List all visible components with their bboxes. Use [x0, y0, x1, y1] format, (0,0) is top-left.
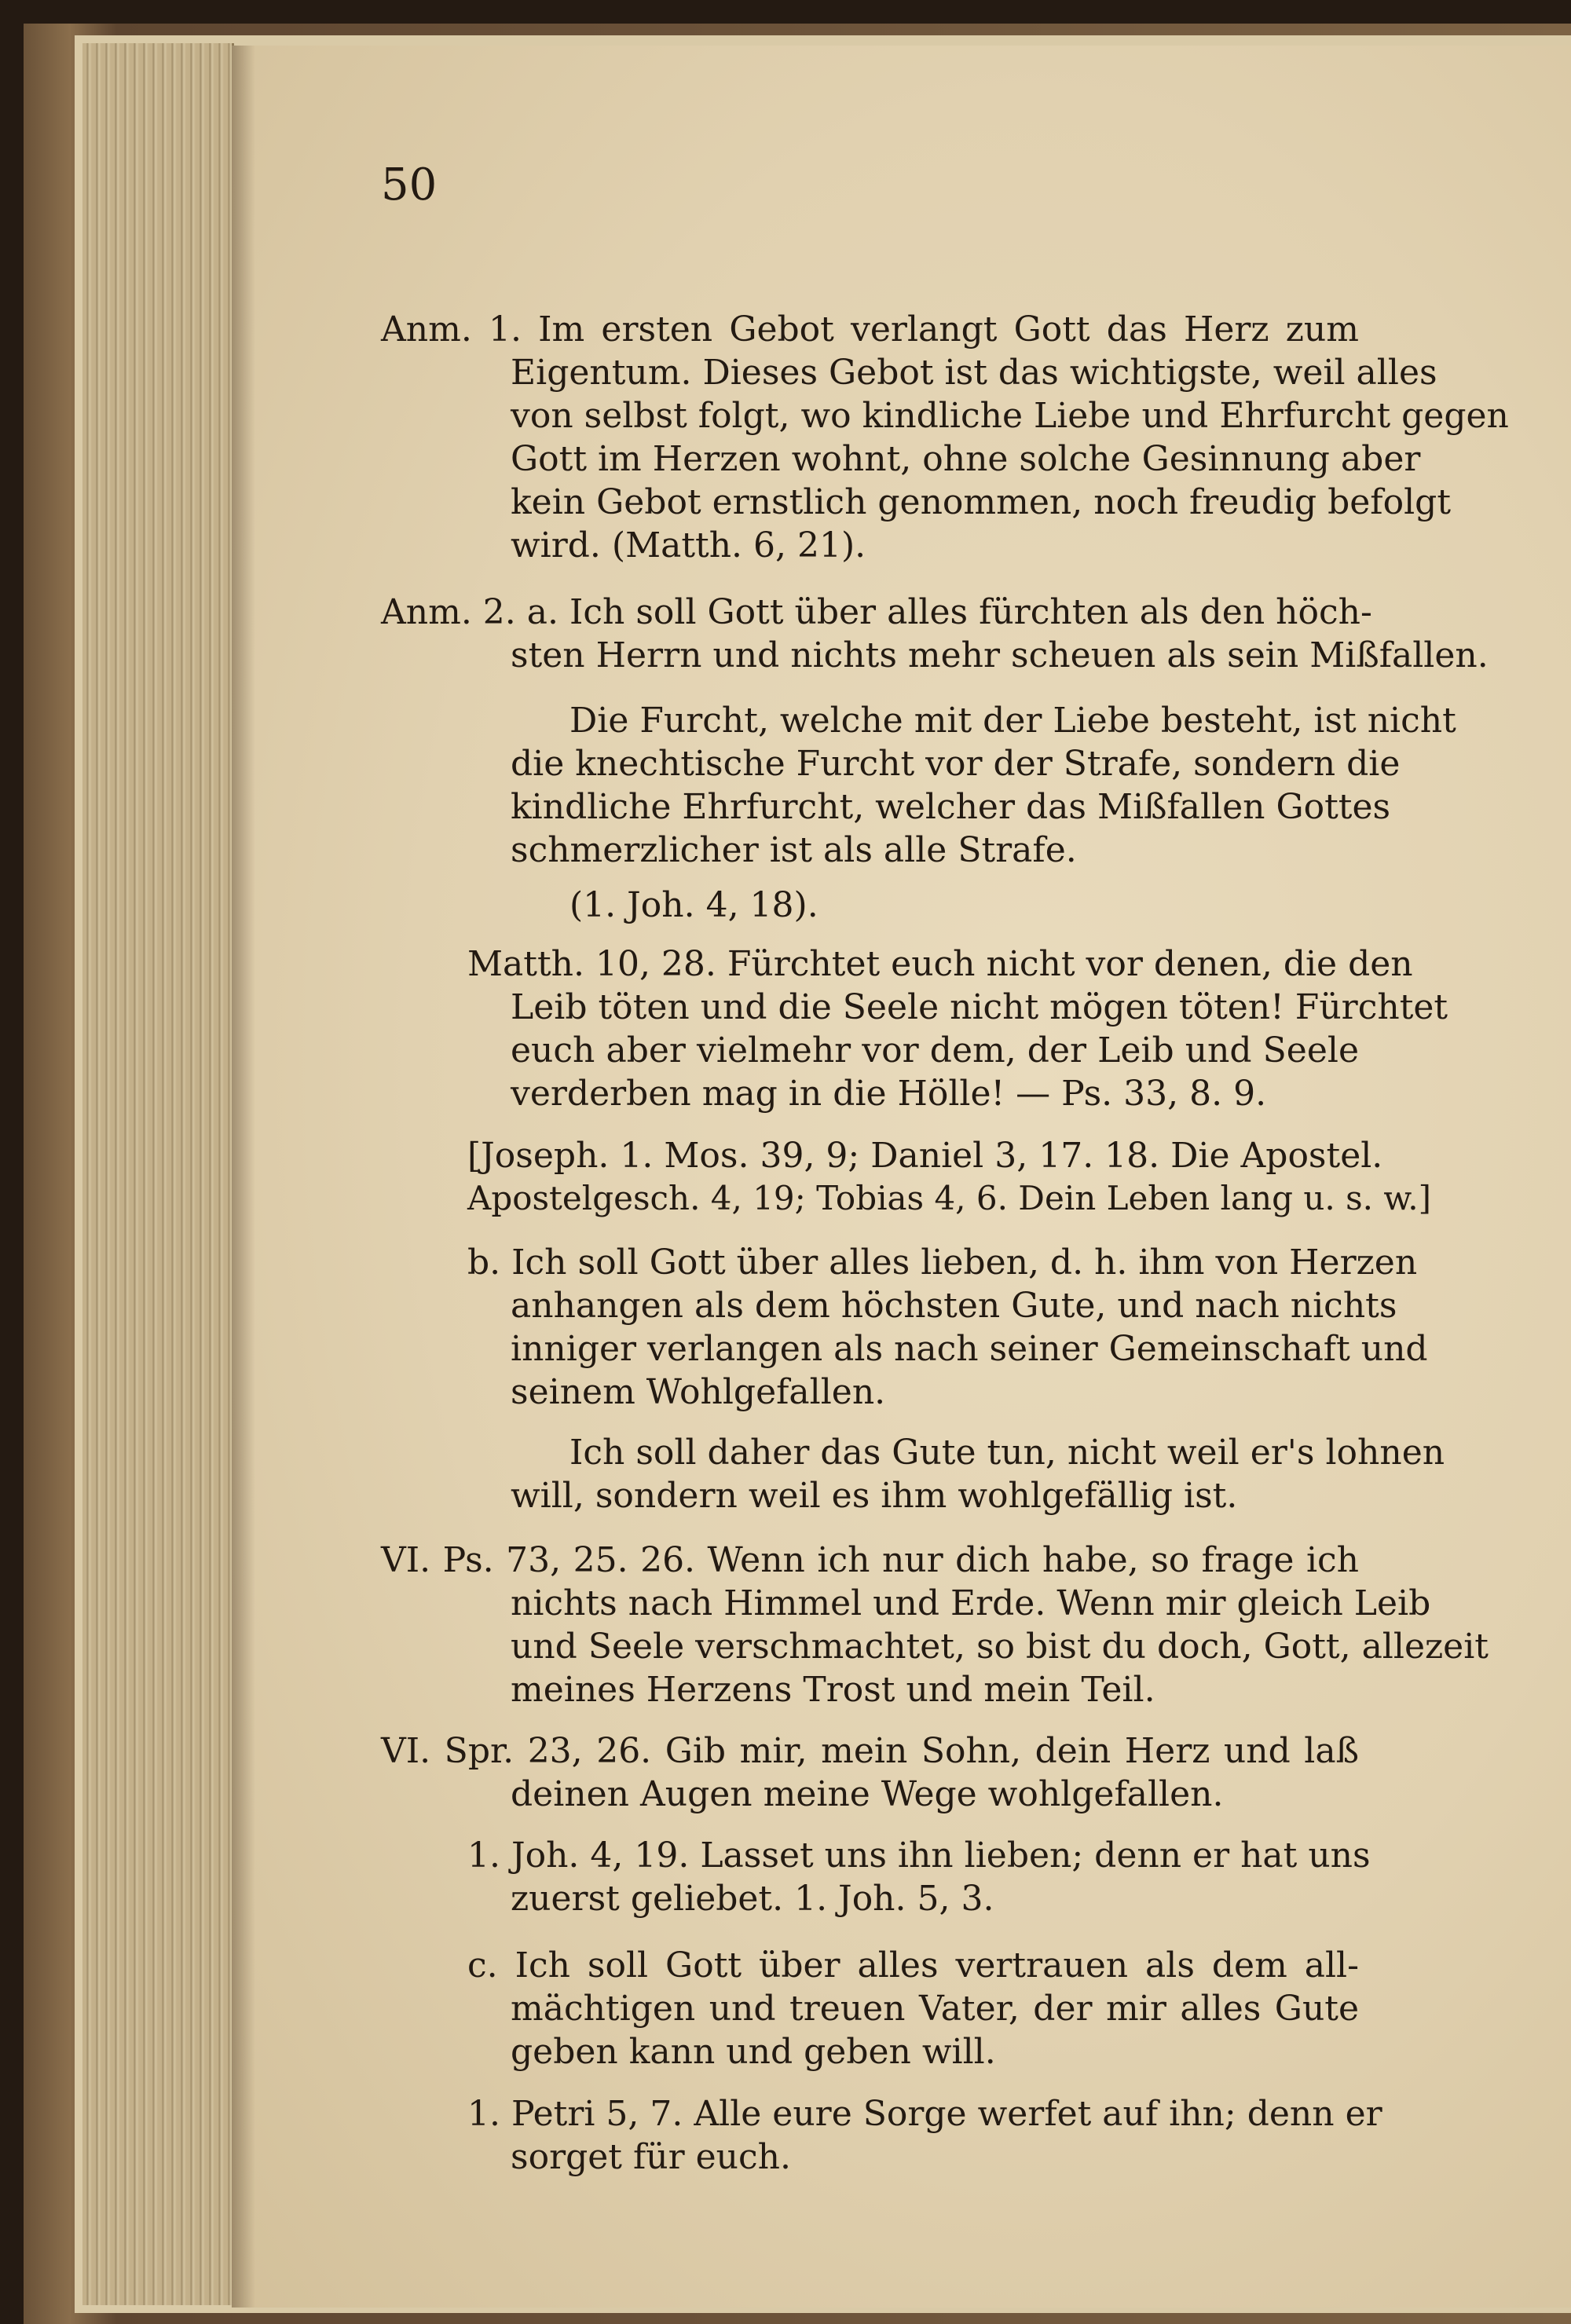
text-line: VI. Ps. 73, 25. 26. Wenn ich nur dich habe, so frage ich	[381, 1540, 1359, 1580]
text-line: geben kann und geben will.	[511, 2032, 996, 2072]
text-line: Anm. 1. Im ersten Gebot verlangt Gott das Herz zum	[381, 309, 1359, 350]
text-line: anhangen als dem höchsten Gute, und nach nichts	[511, 1286, 1397, 1326]
text-line: und Seele verschmachtet, so bist du doch, Gott, allezeit	[511, 1627, 1489, 1667]
text-line: c. Ich soll Gott über alles vertrauen als dem all-	[467, 1945, 1359, 1985]
text-line: Matth. 10, 28. Fürchtet euch nicht vor denen, die den	[467, 944, 1413, 984]
text-line: schmerzlicher ist als alle Strafe.	[511, 830, 1077, 870]
text-line: Leib töten und die Seele nicht mögen töten! Fürchtet	[511, 987, 1448, 1027]
text-line: Die Furcht, welche mit der Liebe besteht, ist nicht	[569, 701, 1456, 741]
text-line: Anm. 2. a. Ich soll Gott über alles fürchten als den höch-	[381, 592, 1372, 632]
text-line: euch aber vielmehr vor dem, der Leib und Seele	[511, 1030, 1359, 1071]
text-line: 1. Petri 5, 7. Alle eure Sorge werfet auf ihn; denn er	[467, 2094, 1382, 2134]
book-page	[232, 46, 1571, 2308]
text-line: zuerst geliebet. 1. Joh. 5, 3.	[511, 1879, 994, 1919]
text-line: inniger verlangen als nach seiner Gemeinschaft und	[511, 1329, 1428, 1369]
text-line: deinen Augen meine Wege wohlgefallen.	[511, 1774, 1224, 1814]
text-line: verderben mag in die Hölle! — Ps. 33, 8. 9.	[511, 1074, 1267, 1114]
text-line: Ich soll daher das Gute tun, nicht weil er's lohnen	[569, 1433, 1445, 1473]
text-line: sorget für euch.	[511, 2137, 791, 2177]
page-gutter-shadow	[232, 46, 255, 2308]
text-line: [Joseph. 1. Mos. 39, 9; Daniel 3, 17. 18. Die Apostel.	[467, 1136, 1383, 1176]
text-line: kein Gebot ernstlich genommen, noch freudig befolgt	[511, 482, 1452, 522]
text-line: wird. (Matth. 6, 21).	[511, 525, 866, 565]
text-line: (1. Joh. 4, 18).	[569, 885, 818, 925]
text-line: 1. Joh. 4, 19. Lasset uns ihn lieben; denn er hat uns	[467, 1835, 1371, 1876]
text-line: von selbst folgt, wo kindliche Liebe und Ehrfurcht gegen	[511, 396, 1509, 436]
text-line: will, sondern weil es ihm wohlgefällig ist.	[511, 1476, 1238, 1516]
text-line: kindliche Ehrfurcht, welcher das Mißfallen Gottes	[511, 787, 1391, 827]
text-line: VI. Spr. 23, 26. Gib mir, mein Sohn, dein Herz und laß	[381, 1731, 1359, 1771]
text-line: Gott im Herzen wohnt, ohne solche Gesinnung aber	[511, 439, 1421, 479]
text-line: die knechtische Furcht vor der Strafe, sondern die	[511, 744, 1401, 784]
text-line: mächtigen und treuen Vater, der mir alles Gute	[511, 1989, 1359, 2029]
text-line: b. Ich soll Gott über alles lieben, d. h. ihm von Herzen	[467, 1243, 1418, 1283]
text-line: nichts nach Himmel und Erde. Wenn mir gleich Leib	[511, 1583, 1431, 1623]
page-edges	[82, 43, 234, 2305]
text-line: meines Herzens Trost und mein Teil.	[511, 1670, 1155, 1710]
page-number: 50	[381, 159, 438, 210]
text-line: Apostelgesch. 4, 19; Tobias 4, 6. Dein Leben lang u. s. w.]	[467, 1179, 1432, 1217]
text-line: sten Herrn und nichts mehr scheuen als sein Mißfallen.	[511, 635, 1489, 675]
text-line: seinem Wohlgefallen.	[511, 1372, 886, 1412]
text-line: Eigentum. Dieses Gebot ist das wichtigste, weil alles	[511, 353, 1437, 393]
